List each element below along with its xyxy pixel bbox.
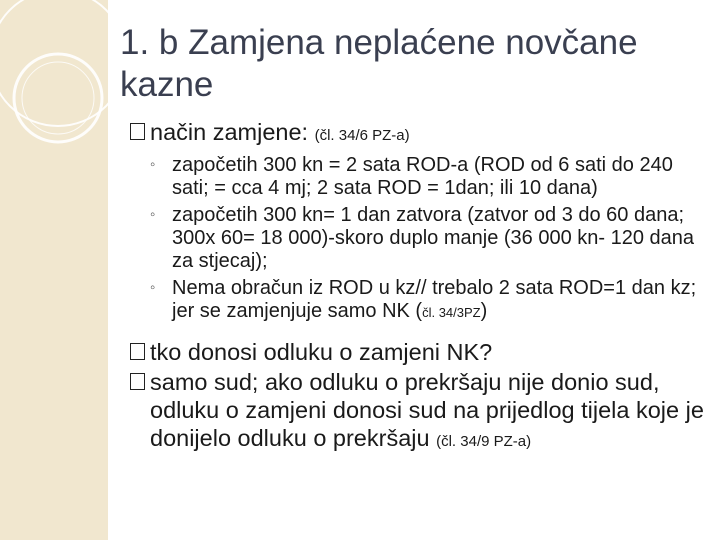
square-bullet-icon bbox=[130, 373, 145, 390]
bullet-tko-donosi: tko donosi odluku o zamjeni NK? bbox=[130, 338, 710, 366]
sub-bullet-rod: ◦ započetih 300 kn = 2 sata ROD-a (ROD od 6 sati do 240 sati; = cca 4 mj; 2 sata ROD = 1dan; ili 10 dana) bbox=[150, 154, 673, 199]
slide-title: 1. b Zamjena neplaćene novčane kazne bbox=[120, 23, 638, 104]
circle-bullet-icon: ◦ bbox=[150, 156, 156, 173]
decorative-circles bbox=[0, 0, 140, 180]
bullet-nacin-zamjene: način zamjene: (čl. 34/6 PZ-a) bbox=[130, 118, 710, 150]
circle-bullet-icon: ◦ bbox=[150, 206, 156, 223]
sub-bullet-zatvor: ◦ započetih 300 kn= 1 dan zatvora (zatvor od 3 do 60 dana; 300x 60= 18 000)-skoro duplo manje (36 000 kn- 120 dana za stjecaj); bbox=[150, 204, 695, 272]
square-bullet-icon bbox=[130, 343, 145, 360]
bullet-samo-sud: samo sud; ako odluku o prekršaju nije donio sud, odluku o zamjeni donosi sud na prijedlog tijela koje je donijelo odluku o prekršaju (čl. 34/9 PZ-a) bbox=[130, 368, 710, 456]
square-bullet-icon bbox=[130, 123, 145, 140]
sub-bullet-obracun: ◦ Nema obračun iz ROD u kz// trebalo 2 sata ROD=1 dan kz; jer se zamjenjuje samo NK (čl. 34/3PZ) bbox=[150, 277, 697, 322]
slide-body bbox=[130, 118, 710, 458]
circle-bullet-icon: ◦ bbox=[150, 279, 156, 296]
